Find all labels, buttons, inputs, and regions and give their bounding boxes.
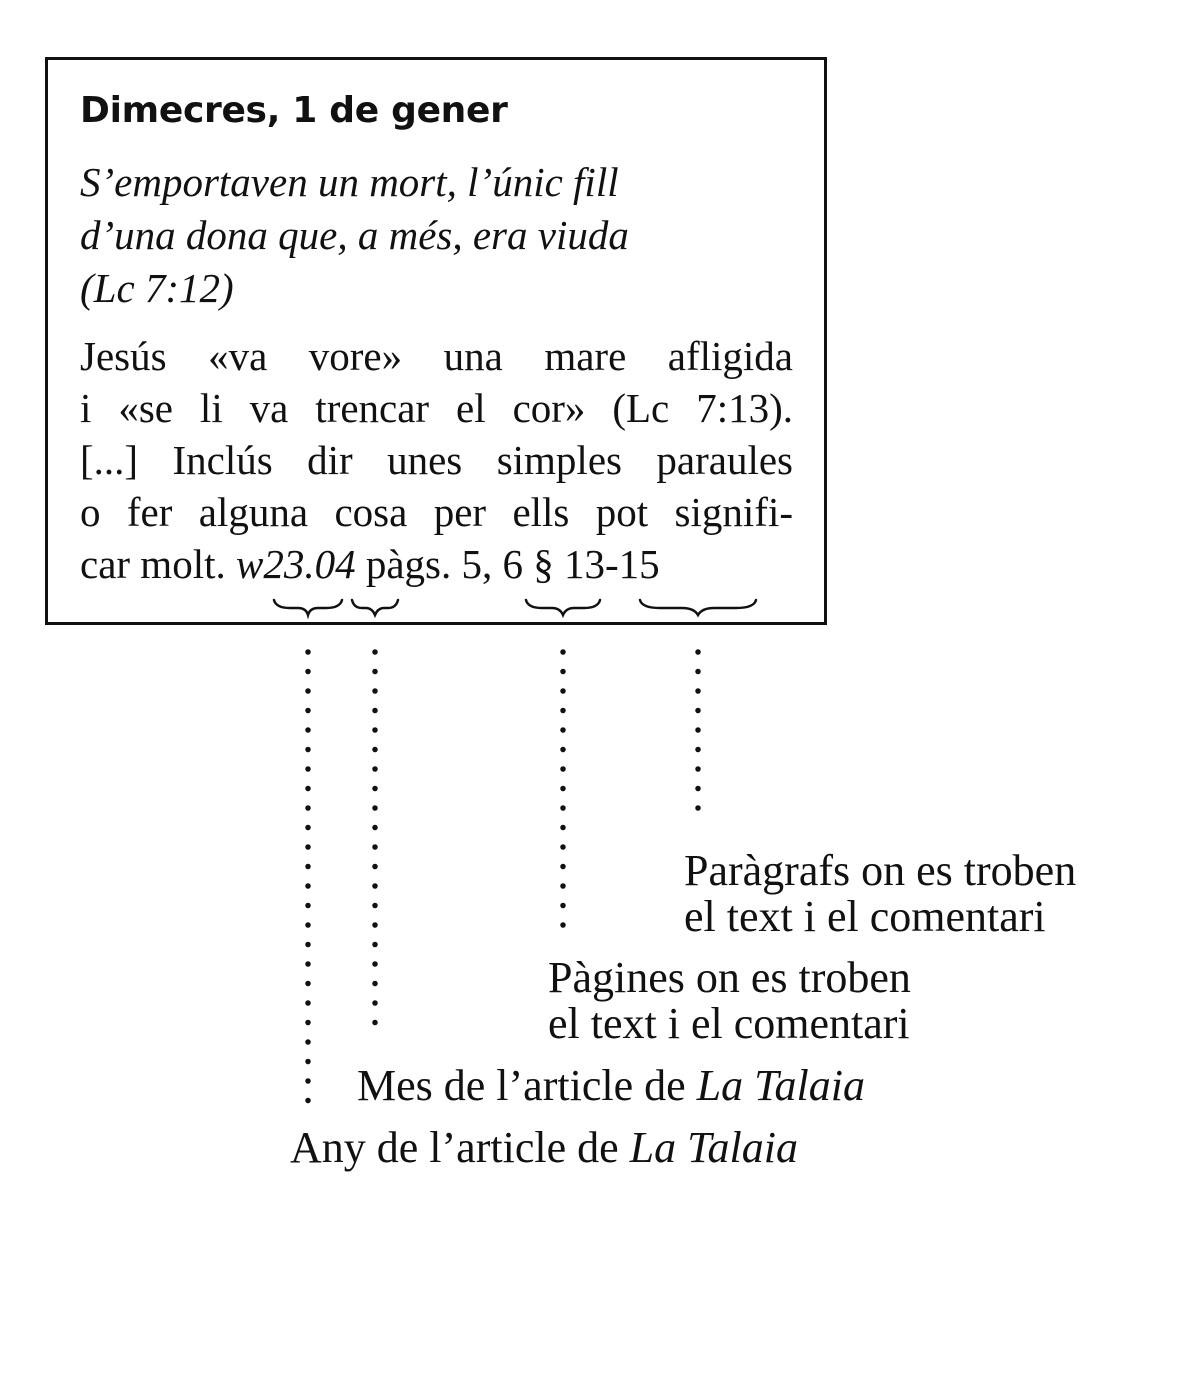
comment-line: o fer alguna cosa per ells pot signifi- xyxy=(80,489,793,535)
month-label-text: Mes de l’article de xyxy=(357,1061,686,1110)
year-code: w23 xyxy=(235,541,305,587)
comment-line: i «se li va trencar el cor» (Lc 7:13). xyxy=(80,385,793,431)
pages-brace xyxy=(526,600,600,615)
pages-label-line: Pàgines on es troben xyxy=(548,953,911,1002)
month-label-publication: La Talaia xyxy=(696,1061,865,1110)
year-label-publication: La Talaia xyxy=(629,1123,798,1172)
month-label xyxy=(357,1063,865,1109)
month-code: .04 xyxy=(304,541,356,587)
pages-value: 5, 6 xyxy=(461,541,523,587)
verse-line: d’una dona que, a més, era viuda xyxy=(80,212,629,258)
verse-line: (Lc 7:12) xyxy=(80,265,234,311)
section-sign: § xyxy=(533,541,554,587)
comment-line: Jesús «va vore» una mare afligida xyxy=(80,333,793,379)
pages-label: pàgs. xyxy=(365,541,452,587)
year-brace xyxy=(274,600,342,615)
paragraphs-brace xyxy=(640,600,756,615)
year-label-text: Any de l’article de xyxy=(290,1123,619,1172)
paragraphs-label xyxy=(684,848,1076,940)
year-label xyxy=(290,1125,798,1171)
month-brace xyxy=(352,600,398,615)
paragraphs-value: 13-15 xyxy=(564,541,660,587)
paragraphs-label-line: el text i el comentari xyxy=(684,892,1046,941)
paragraphs-label-line: Paràgrafs on es troben xyxy=(684,846,1077,895)
verse-line: S’emportaven un mort, l’únic fill xyxy=(80,159,619,205)
pages-label-legend xyxy=(548,955,911,1047)
comment-line: [...] Inclús dir unes simples paraules xyxy=(80,437,793,483)
pages-label-line: el text i el comentari xyxy=(548,999,910,1048)
reference-lead: car molt. xyxy=(80,541,226,587)
date-heading: Dimecres, 1 de gener xyxy=(80,90,508,131)
